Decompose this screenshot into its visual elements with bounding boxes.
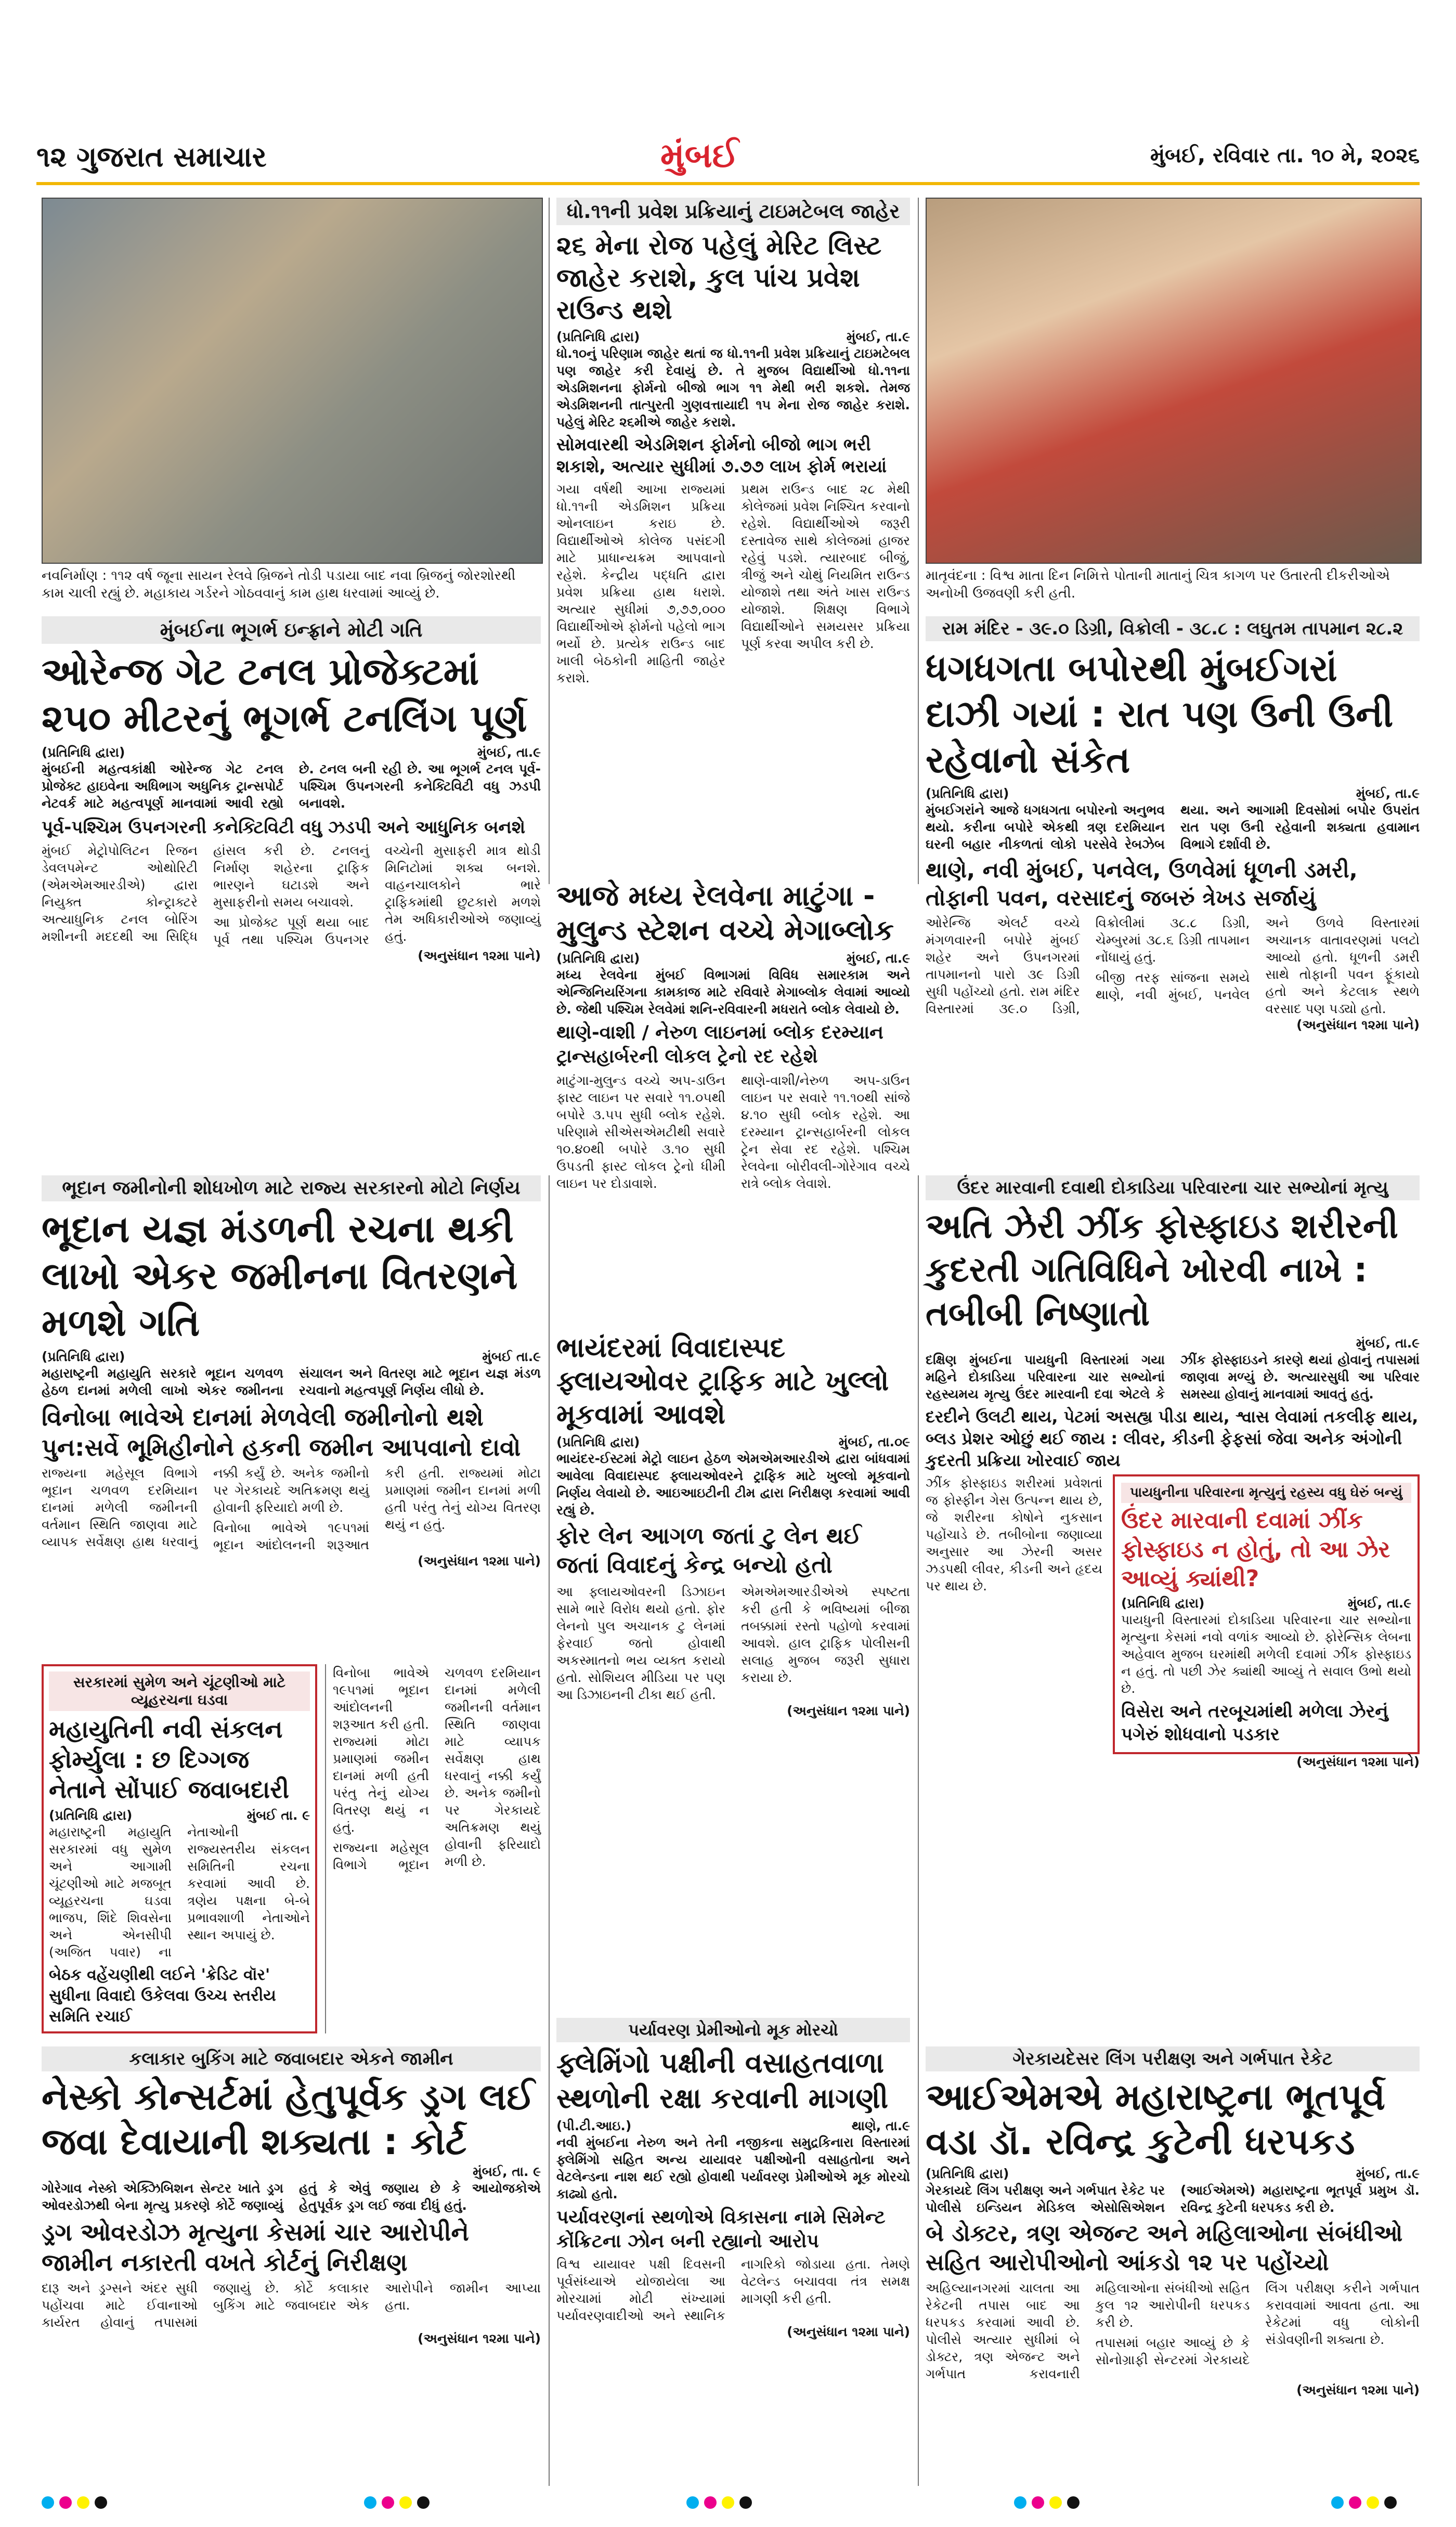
story-metro-kicker: મુંબઈના ભૂગર્ભ ઇન્ફ્રાને મોટી ગતિ	[42, 616, 541, 644]
magenta-dot	[382, 2496, 394, 2509]
yellow-dot	[1049, 2496, 1062, 2509]
story-fyjc-subhead: સોમવારથી એડમિશન ફોર્મનો બીજો ભાગ ભરી શકાશે, અત્યાર સુધીમાં ૭.૭૭ લાખ ફોર્મ ભરાયાં	[556, 434, 887, 476]
story-fyjc-byline: (પ્રતિનિધિ દ્વારા)	[556, 329, 640, 344]
story-zinc-box-sub: વિસેરા અને તરબૂચમાંથી મળેલા ઝેરનું પગેરું શોધવાનો પડકાર	[1121, 1701, 1388, 1745]
black-dot	[739, 2496, 752, 2509]
divider	[918, 198, 919, 884]
story-flamingo-kicker: પર્યાવરણ પ્રેમીઓનો મૂક મોરચો	[556, 2018, 910, 2042]
registration-marks	[686, 2496, 757, 2511]
story-zinc-box-body: પાયધુની વિસ્તારમાં દોકાડિયા પરિવારના ચાર સભ્યોના મૃત્યુના કેસમાં નવો વળાંક આવ્યો છે. ફોરેન્સિક લેબના અહેવાલ મુજબ ઘરમાંથી મળેલી દવામાં ઝીંક ફોસ્ફાઇડ ન હતું. તો પછી ઝેર ક્યાંથી આવ્યું તે સવાલ ઉભો થયો છે.	[1121, 1612, 1411, 1696]
story-doctor-continued: (અનુસંધાન ૧૨મા પાને)	[1296, 2382, 1420, 2398]
story-mega-lead: મધ્ય રેલવેના મુંબઈ વિભાગમાં વિવિધ સમારકામ અને એન્જિનિયરિંગના કામકાજ માટે રવિવારે મેગાબ્લોક લેવામાં આવ્યો છે. જેથી પશ્ચિમ રેલવેમાં શનિ-રવિવારની મધરાતે બ્લોક લેવાયો છે.	[556, 967, 910, 1017]
masthead	[36, 135, 1420, 177]
yellow-dot	[1367, 2496, 1379, 2509]
story-flamingo-subhead: પર્યાવરણનાં સ્થળોએ વિકાસના નામે સિમેન્ટ કોંક્રિટના ઝોન બની રહ્યાનો આરોપ	[556, 2207, 886, 2252]
story-doctor	[926, 2046, 1420, 2398]
story-flyover	[556, 1331, 910, 1719]
story-metro-body1: મુંબઈ મેટ્રોપોલિટન રિજન ડેવલપમેન્ટ ઓથોરિટી (એમએમઆરડીએ) દ્વારા નિયુક્ત કોન્ટ્રાક્ટરે અત્યાધુનિક ટનલ બોરિંગ મશીનની મદદથી આ સિદ્ધિ હાંસલ કરી છે. ટનલનું નિર્માણ શહેરના ટ્રાફિક ભારણને ઘટાડશે અને મુસાફરીનો સમય બચાવશે.	[42, 843, 369, 944]
story-bhoodan-body1-copy: રાજ્યના મહેસૂલ વિભાગે ભૂદાન ચળવળ દરમિયાન દાનમાં મળેલી જમીનની વર્તમાન સ્થિતિ જાણવા માટે વ્યાપક સર્વેક્ષણ હાથ ધરવાનું નક્કી કર્યું છે. અનેક જમીનો પર ગેરકાયદે અતિક્રમણ થયું હોવાની ફરિયાદો મળી છે.	[333, 1665, 541, 1872]
registration-marks	[364, 2496, 435, 2511]
story-zinc-kicker: ઉંદર મારવાની દવાથી દોકાડિયા પરિવારના ચાર સભ્યોનાં મૃત્યુ	[926, 1175, 1420, 1200]
story-bhoodan-subhead: વિનોબા ભાવેએ દાનમાં મેળવેલી જમીનોનો થશે પુન:સર્વે ભૂમિહીનોને હકની જમીન આપવાનો દાવો	[42, 1403, 521, 1461]
story-mega-byline: (પ્રતિનિધિ દ્વારા)	[556, 951, 640, 966]
story-zinc-box-dateline: મુંબઈ, તા.૯	[1347, 1596, 1411, 1611]
story-metro	[42, 616, 541, 964]
story-flyover-continued: (અનુસંધાન ૧૨મા પાને)	[787, 1703, 910, 1718]
story-heat-dateline: મુંબઈ, તા.૯	[1356, 786, 1420, 801]
story-heat-body1: ઓરેન્જિ એલર્ટ વચ્ચે મંગળવારની બપોરે મુંબઈ શહેર અને ઉપનગરમાં તાપમાનનો પારો ૩૯ ડિગ્રી સુધી પહોંચ્યો હતો. રામ મંદિર વિસ્તારમાં ૩૯.૦ ડિગ્રી, વિક્રોલીમાં ૩૮.૮ ડિગ્રી, ચેમ્બુરમાં ૩૮.૬ ડિગ્રી તાપમાન નોંધાયું હતું.	[926, 915, 1250, 1016]
story-metro-byline: (પ્રતિનિધિ દ્વારા)	[42, 745, 125, 760]
story-zinc-box-headline: ઉંદર મારવાની દવામાં ઝીંક ફોસ્ફાઇડ ન હોતું, તો આ ઝેર આવ્યું ક્યાંથી?	[1121, 1507, 1390, 1592]
story-flyover-subhead: ફોર લેન આગળ જતાં ટુ લેન થઈ જતાં વિવાદનું કેન્દ્ર બન્યો હતો	[556, 1523, 862, 1578]
story-zinc	[926, 1175, 1420, 1770]
story-zinc-lead: દક્ષિણ મુંબઈના પાયધુની વિસ્તારમાં ગયા મહિને દોકાડિયા પરિવારના ચાર સભ્યોનાં રહસ્યમય મૃત્યુ ઉંદર મારવાની દવા એટલે કે ઝીંક ફોસ્ફાઇડને કારણે થયાં હોવાનું તપાસમાં જાણવા મળ્યું છે. અત્યારસુધી આ પરિવાર સમસ્યા હોવાનું માનવામાં આવતું હતું.	[926, 1352, 1420, 1402]
story-heat-subhead: થાણે, નવી મુંબઈ, પનવેલ, ઉળવેમાં ધૂળની ડમરી, તોફાની પવન, વરસાદનું જબરું ત્રેખડ સર્જાયું	[926, 857, 1358, 911]
story-metro-headline: ઓરેન્જ ગેટ ટનલ પ્રોજેક્ટમાં ૨૫૦ મીટરનું ભૂગર્ભ ટનલિંગ પૂર્ણ	[42, 650, 527, 740]
story-nesco-body1: દારૂ અને ડ્રગ્સને અંદર સુધી પહોંચવા માટે ઈવાનાઓ કાર્યરત હોવાનું તપાસમાં જણાયું છે. કોર્ટે કલાકાર બુકિંગ માટે જવાબદાર એક આરોપીને જામીન આપ્યા હતા.	[42, 2280, 541, 2330]
story-flamingo	[556, 2018, 910, 2340]
cyan-dot	[686, 2496, 699, 2509]
story-doctor-body2: તપાસમાં બહાર આવ્યું છે કે સોનોગ્રાફી સેન્ટરમાં ગેરકાયદે લિંગ પરીક્ષણ કરીને ગર્ભપાત કરાવવામાં આવતા હતા. આ રેકેટમાં વધુ લોકોની સંડોવણીની શક્યતા છે.	[1095, 2280, 1420, 2367]
story-nesco-continued: (અનુસંધાન ૧૨મા પાને)	[418, 2331, 541, 2346]
story-metro-continued: (અનુસંધાન ૧૨મા પાને)	[418, 948, 541, 963]
story-doctor-subhead: બે ડોક્ટર, ત્રણ એજન્ટ અને મહિલાઓના સંબંધીઓ સહિત આરોપીઓનો આંકડો ૧૨ પર પહોંચ્યો	[926, 2220, 1403, 2276]
story-flyover-body1: આ ફ્લાયઓવરની ડિઝાઇન સામે ભારે વિરોધ થયો હતો. ફોર લેનનો પુલ અચાનક ટુ લેનમાં ફેરવાઈ જતો હોવાથી અકસ્માતનો ભય વ્યક્ત કરાયો હતો. સોશિયલ મીડિયા પર પણ આ ડિઝાઇનની ટીકા થઈ હતી.	[556, 1584, 725, 1702]
story-bhoodan-continued: (અનુસંધાન ૧૨મા પાને)	[418, 1553, 541, 1569]
mothers-day-photo	[926, 198, 1422, 564]
story-doctor-byline: (પ્રતિનિધિ દ્વારા)	[926, 2166, 1009, 2181]
story-heat-headline: ધગધગતા બપોરથી મુંબઈગરાં દાઝી ગયાં : રાત પણ ઉની ઉની રહેવાનો સંકેત	[926, 647, 1394, 781]
story-heat-body2: બીજી તરફ સાંજના સમયે થાણે, નવી મુંબઈ, પનવેલ અને ઉળવે વિસ્તારમાં અચાનક વાતાવરણમાં પલટો આવ્યો હતો. ધૂળની ડમરી સાથે તોફાની પવન ફૂંકાયો હતો અને કેટલાક સ્થળે વરસાદ પણ પડ્યો હતો.	[1095, 915, 1420, 1016]
story-flyover-kicker: ભાયંદરમાં વિવાદાસ્પદ ફ્લાયઓવર ટ્રાફિક માટે ખુલ્લો મૂકવામાં આવશે	[556, 1332, 889, 1430]
story-nesco-headline: નેસ્કો કોન્સર્ટમાં હેતુપૂર્વક ડ્રગ લઈ જવા દેવાયાની શક્યતા : કોર્ટ	[42, 2076, 535, 2163]
story-fyjc	[556, 198, 910, 686]
story-bhoodan-kicker: ભૂદાન જમીનોની શોધખોળ માટે રાજ્ય સરકારનો મોટો નિર્ણય	[42, 1175, 541, 1201]
story-metro-lead: મુંબઈની મહત્વકાંક્ષી ઓરેન્જ ગેટ ટનલ પ્રોજેક્ટ હાઇવેના અધિભાગ અધુનિક ટ્રાન્સપોર્ટ નેટવર્ક માટે મહત્વપૂર્ણ માનવામાં આવી રહ્યો છે. ટનલ બની રહી છે. આ ભૂગર્ભ ટનલ પૂર્વ-પશ્ચિમ ઉપનગરની કનેક્ટિવિટી વધુ ઝડપી બનાવશે.	[42, 761, 541, 811]
story-fyjc-kicker: ધો.૧૧ની પ્રવેશ પ્રક્રિયાનું ટાઇમટેબલ જાહેર	[556, 198, 910, 225]
story-zinc-box	[1113, 1474, 1420, 1754]
story-nesco	[42, 2046, 541, 2347]
registration-marks	[1331, 2496, 1402, 2511]
story-bhoodan-body2-copy: વિનોબા ભાવેએ ૧૯૫૧માં ભૂદાન આંદોલનની શરૂઆત કરી હતી. રાજ્યમાં મોટા પ્રમાણમાં જમીન દાનમાં મળી હતી પરંતુ તેનું યોગ્ય વિતરણ થયું ન હતું.	[333, 1665, 429, 1835]
story-bhoodan	[42, 1175, 541, 1569]
story-mahayuti-byline: (પ્રતિનિધિ દ્વારા)	[49, 1808, 133, 1823]
story-mega-headline: આજે મધ્ય રેલવેના માટુંગા - મુલુન્ડ સ્ટેશન વચ્ચે મેગાબ્લોક	[556, 879, 894, 947]
story-heat	[926, 616, 1420, 1033]
magenta-dot	[704, 2496, 717, 2509]
story-mega-body1: માટુંગા-મુલુન્ડ વચ્ચે અપ-ડાઉન ફાસ્ટ લાઇન પર સવારે ૧૧.૦૫થી બપોરે ૩.૫૫ સુધી બ્લોક રહેશે. પરિણામે સીએસએમટીથી સવારે ૧૦.૪૦થી બપોરે ૩.૧૦ સુધી ઉપડતી ફાસ્ટ લોકલ ટ્રેનો ધીમી લાઇન પર દોડાવાશે.	[556, 1073, 725, 1191]
story-metro-dateline: મુંબઈ, તા.૯	[477, 745, 541, 760]
story-mahayuti-subhead: બેઠક વહેંચણીથી લઈને 'ક્રેડિટ વૉર' સુધીના વિવાદો ઉકેલવા ઉચ્ચ સ્તરીય સમિતિ રચાઈ	[49, 1966, 276, 2026]
story-mahayuti-dateline: મુંબઈ તા. ૯	[246, 1808, 310, 1823]
story-flyover-lead: ભાયંદર-ઈસ્ટમાં મેટ્રો લાઇન હેઠળ એમએમઆરડીએ દ્વારા બાંધવામાં આવેલા વિવાદાસ્પદ ફ્લાયઓવરને ટ્રાફિક માટે ખુલ્લો મૂકવાનો નિર્ણય લેવાયો છે. આઇઆઇટીની ટીમ દ્વારા નિરીક્ષણ કરવામાં આવી રહ્યું છે.	[556, 1451, 910, 1518]
yellow-dot	[399, 2496, 412, 2509]
story-flamingo-body1: વિશ્વ યાયાવર પક્ષી દિવસની પૂર્વસંધ્યાએ યોજાયેલા આ મોરચામાં મોટી સંખ્યામાં પર્યાવરણવાદીઓ અને સ્થાનિક નાગરિકો જોડાયા હતા. તેમણે વેટલેન્ડ બચાવવા તંત્ર સમક્ષ માગણી કરી હતી.	[556, 2257, 910, 2323]
story-doctor-body1: અહિલ્યાનગરમાં ચાલતા આ રેકેટની તપાસ બાદ આ ધરપકડ કરવામાં આવી છે. પોલીસે અત્યાર સુધીમાં બે ડોક્ટર, ત્રણ એજન્ટ અને ગર્ભપાત કરાવનારી મહિલાઓના સંબંધીઓ સહિત કુલ ૧૨ આરોપીની ધરપકડ કરી છે.	[926, 2280, 1250, 2381]
story-zinc-headline: અતિ ઝેરી ઝીંક ફોસ્ફાઇડ શરીરની કુદરતી ગતિવિધિને ખોરવી નાખે : તબીબી નિષ્ણાતો	[926, 1206, 1398, 1333]
divider	[549, 198, 550, 884]
cyan-dot	[364, 2496, 376, 2509]
yellow-dot	[77, 2496, 89, 2509]
story-flyover-byline: (પ્રતિનિધિ દ્વારા)	[556, 1434, 640, 1449]
story-mahayuti-box	[42, 1664, 317, 2033]
divider	[918, 1175, 919, 2486]
black-dot	[1384, 2496, 1397, 2509]
story-nesco-kicker: કલાકાર બુકિંગ માટે જવાબદાર એકને જામીન	[42, 2046, 541, 2071]
story-mahayuti-kicker: સરકારમાં સુમેળ અને ચૂંટણીઓ માટે વ્યૂહરચના ઘડવા	[49, 1671, 310, 1711]
story-heat-byline: (પ્રતિનિધિ દ્વારા)	[926, 786, 1009, 801]
story-flyover-dateline: મુંબઈ, તા.૦૯	[838, 1434, 910, 1449]
story-zinc-continued: (અનુસંધાન ૧૨મા પાને)	[1296, 1754, 1420, 1769]
issue-date: મુંબઈ, રવિવાર તા. ૧૦ મે, ૨૦૨૬	[1150, 144, 1420, 167]
black-dot	[417, 2496, 430, 2509]
story-heat-kicker: રામ મંદિર - ૩૯.૦ ડિગ્રી, વિક્રોલી - ૩૮.૮ : લઘુતમ તાપમાન ૨૮.૨	[926, 616, 1420, 641]
story-flamingo-headline: ફ્લેમિંગો પક્ષીની વસાહતવાળા સ્થળોની રક્ષા કરવાની માગણી	[556, 2046, 889, 2115]
story-flamingo-lead: નવી મુંબઈના નેરુળ અને તેની નજીકના સમુદ્રકિનારા વિસ્તારમાં ફ્લેમિંગો સહિત અન્ય યાયાવર પક્ષીઓની વસાહતોના અને વેટલેન્ડના નાશ થઈ રહ્યો હોવાથી પર્યાવરણ પ્રેમીઓએ મૂક મોરચો કાઢ્યો હતો.	[556, 2135, 910, 2201]
story-zinc-body1: ઝીંક ફોસ્ફાઇડ શરીરમાં પ્રવેશતાં જ ફોસ્ફીન ગેસ ઉત્પન્ન થાય છે, જે શરીરના કોષોને નુકસાન પહોંચાડે છે. તબીબોના જણાવ્યા અનુસાર આ ઝેરની અસર ઝડપથી લીવર, કીડની અને હૃદય પર થાય છે.	[926, 1475, 1102, 1593]
black-dot	[95, 2496, 107, 2509]
registration-marks	[42, 2496, 112, 2511]
story-flamingo-byline: (પી.ટી.આઇ.)	[556, 2118, 632, 2133]
story-heat-lead: મુંબઈગરાંને આજે ધગધગતા બપોરનો અનુભવ થયો. કરીના બપોરે એકથી ત્રણ દરમિયાન ઘરની બહાર નીકળતાં લોકો પરસેવે રેબઝેબ થયા. અને આગામી દિવસોમાં બપોર ઉપરાંત રાત પણ ઉની રહેવાની શક્યતા હવામાન વિભાગે દર્શાવી છે.	[926, 802, 1420, 852]
story-mega-subhead: થાણે-વાશી / નેરુળ લાઇનમાં બ્લોક દરમ્યાન ટ્રાન્સહાર્બરની લોકલ ટ્રેનો રદ રહેશે	[556, 1022, 883, 1067]
black-dot	[1067, 2496, 1080, 2509]
story-doctor-kicker: ગેરકાયદેસર લિંગ પરીક્ષણ અને ગર્ભપાત રેકેટ	[926, 2046, 1420, 2071]
divider	[325, 1664, 326, 2033]
masthead-rule	[36, 182, 1420, 185]
story-zinc-dateline: મુંબઈ, તા.૯	[1356, 1336, 1420, 1351]
mothers-day-photo-caption: માતૃવંદના : વિશ્વ માતા દિન નિમિત્તે પોતાની માતાનું ચિત્ર કાગળ પર ઉતારતી દીકરીઓએ અનોખી ઉજવણી કરી હતી.	[926, 568, 1390, 601]
story-zinc-box-kicker: પાયધુનીના પરિવારના મૃત્યુનું રહસ્ય વધુ ઘેરું બન્યું	[1121, 1483, 1411, 1503]
story-bhoodan-dateline: મુંબઈ તા.૯	[482, 1349, 541, 1364]
story-metro-subhead: પૂર્વ-પશ્ચિમ ઉપનગરની કનેક્ટિવિટી વધુ ઝડપી અને આધુનિક બનશે	[42, 817, 526, 838]
story-megablock	[556, 879, 910, 1195]
story-flamingo-continued: (અનુસંધાન ૧૨મા પાને)	[787, 2324, 910, 2339]
magenta-dot	[59, 2496, 72, 2509]
story-metro-body2: આ પ્રોજેક્ટ પૂર્ણ થયા બાદ પૂર્વ તથા પશ્ચિમ ઉપનગર વચ્ચેની મુસાફરી માત્ર થોડી મિનિટોમાં શક્ય બનશે. વાહનચાલકોને ભારે ટ્રાફિકમાંથી છુટકારો મળશે તેમ અધિકારીઓએ જણાવ્યું હતું.	[213, 843, 541, 947]
story-fyjc-body1: ગયા વર્ષથી આખા રાજ્યમાં ધો.૧૧ની એડમિશન પ્રક્રિયા ઓનલાઇન કરાઇ છે. વિદ્યાર્થીઓએ કોલેજ પસંદગી માટે પ્રાધાન્યક્રમ આપવાનો રહેશે. કેન્દ્રીય પદ્ધતિ દ્વારા પ્રવેશ પ્રક્રિયા હાથ ધરાશે. અત્યાર સુધીમાં ૭,૭૭,૦૦૦ વિદ્યાર્થીઓએ ફોર્મનો પહેલો ભાગ ભર્યો છે. પ્રત્યેક રાઉન્ડ બાદ ખાલી બેઠકોની માહિતી જાહેર કરાશે.	[556, 482, 725, 685]
bridge-photo	[42, 198, 543, 564]
story-nesco-subhead: ડ્રગ ઓવરડોઝ મૃત્યુના કેસમાં ચાર આરોપીને જામીન નકારતી વખતે કોર્ટનું નિરીક્ષણ	[42, 2218, 469, 2276]
section-title: મુંબઈ	[660, 135, 739, 175]
story-mahayuti-headline: મહાયુતિની નવી સંકલન ફોર્મ્યુલા : છ દિગ્ગજ નેતાને સોંપાઈ જવાબદારી	[49, 1715, 290, 1804]
story-fyjc-dateline: મુંબઈ, તા.૯	[846, 329, 910, 344]
bridge-photo-caption: નવનિર્માણ : ૧૧૨ વર્ષ જૂના સાયન રેલવે બ્રિજને તોડી પડાયા બાદ નવા બ્રિજનું જોરશોરથી કામ ચાલી રહ્યું છે. મહાકાય ગર્ડરને ગોઠવવાનું કામ હાથ ધરવામાં આવ્યું છે.	[42, 568, 516, 601]
story-doctor-dateline: મુંબઈ, તા.૯	[1356, 2166, 1420, 2181]
story-fyjc-lead: ધો.૧૦નું પરિણામ જાહેર થતાં જ ધો.૧૧ની પ્રવેશ પ્રક્રિયાનું ટાઇમટેબલ પણ જાહેર કરી દેવાયું છે. તે મુજબ વિદ્યાર્થીઓ ધો.૧૧ના એડમિશનના ફોર્મનો બીજો ભાગ ૧૧ મેથી ભરી શકશે. તેમજ એડમિશનની તાત્પુરતી ગુણવત્તાયાદી ૧૫ મેના રોજ જાહેર કરાશે. પહેલું મેરિટ ૨૬મીએ જાહેર કરાશે.	[556, 346, 910, 430]
story-bhoodan-body2: વિનોબા ભાવેએ ૧૯૫૧માં ભૂદાન આંદોલનની શરૂઆત કરી હતી. રાજ્યમાં મોટા પ્રમાણમાં જમીન દાનમાં મળી હતી પરંતુ તેનું યોગ્ય વિતરણ થયું ન હતું.	[213, 1466, 541, 1552]
story-flamingo-dateline: થાણે, તા.૯	[851, 2118, 910, 2133]
paper-name: ૧૨ ગુજરાત સમાચાર	[36, 140, 267, 173]
story-zinc-box-byline: (પ્રતિનિધિ દ્વારા)	[1121, 1596, 1205, 1611]
story-mahayuti-body1: મહારાષ્ટ્રની મહાયુતિ સરકારમાં વધુ સુમેળ અને આગામી ચૂંટણીઓ માટે મજબૂત વ્યૂહરચના ઘડવા ભાજપ, શિંદે શિવસેના અને એનસીપી (અજિત પવાર) ના નેતાઓની રાજ્યસ્તરીય સંકલન સમિતિની રચના કરવામાં આવી છે. ત્રણેય પક્ષના બે-બે પ્રભાવશાળી નેતાઓને સ્થાન અપાયું છે.	[49, 1824, 310, 1960]
magenta-dot	[1032, 2496, 1044, 2509]
story-mega-body2: થાણે-વાશી/નેરુળ અપ-ડાઉન લાઇન પર સવારે ૧૧.૧૦થી સાંજે ૪.૧૦ સુધી બ્લોક રહેશે. આ દરમ્યાન ટ્રાન્સહાર્બરની લોકલ ટ્રેન સેવા રદ રહેશે. પશ્ચિમ રેલવેના બોરીવલી-ગોરેગાવ વચ્ચે રાત્રે બ્લોક લેવાશે.	[741, 1073, 910, 1191]
story-doctor-lead: ગેરકાયદે લિંગ પરીક્ષણ અને ગર્ભપાત રેકેટ પર પોલીસે ઇન્ડિયન મેડિકલ એસોસિએશન (આઈએમએ) મહારાષ્ટ્રના ભૂતપૂર્વ પ્રમુખ ડૉ. રવિન્દ્ર કુટેની ધરપકડ કરી છે.	[926, 2183, 1420, 2215]
yellow-dot	[722, 2496, 734, 2509]
divider	[549, 1175, 550, 2486]
magenta-dot	[1349, 2496, 1361, 2509]
story-doctor-headline: આઈએમએ મહારાષ્ટ્રના ભૂતપૂર્વ વડા ડૉ. રવિન્દ્ર કુટેની ધરપકડ	[926, 2076, 1385, 2163]
story-mega-dateline: મુંબઈ, તા.૯	[846, 951, 910, 966]
story-heat-continued: (અનુસંધાન ૧૨મા પાને)	[1296, 1017, 1420, 1032]
cyan-dot	[42, 2496, 54, 2509]
story-bhoodan-lead: મહારાષ્ટ્રની મહાયુતિ સરકારે ભૂદાન ચળવળ હેઠળ દાનમાં મળેલી લાખો એકર જમીનના સંચાલન અને વિતરણ માટે ભૂદાન યજ્ઞ મંડળ રચવાનો મહત્વપૂર્ણ નિર્ણય લીધો છે.	[42, 1366, 541, 1398]
cyan-dot	[1331, 2496, 1344, 2509]
registration-marks	[1014, 2496, 1085, 2511]
story-fyjc-headline: ૨૬ મેના રોજ પહેલું મેરિટ લિસ્ટ જાહેર કરાશે, કુલ પાંચ પ્રવેશ રાઉન્ડ થશે	[556, 230, 882, 325]
story-bhoodan-byline: (પ્રતિનિધિ દ્વારા)	[42, 1349, 125, 1364]
story-nesco-dateline: મુંબઈ, તા. ૯	[473, 2164, 541, 2179]
story-zinc-subhead: દરદીને ઉલટી થાય, પેટમાં અસહ્ય પીડા થાય, શ્વાસ લેવામાં તકલીફ થાય, બ્લડ પ્રેશર ઓછું થઈ જાય : લીવર, કીડની ફેફસાં જેવા અનેક અંગોની કુદરતી પ્રક્રિયા ખોરવાઈ જાય	[926, 1407, 1419, 1470]
story-bhoodan-body1: રાજ્યના મહેસૂલ વિભાગે ભૂદાન ચળવળ દરમિયાન દાનમાં મળેલી જમીનની વર્તમાન સ્થિતિ જાણવા માટે વ્યાપક સર્વેક્ષણ હાથ ધરવાનું નક્કી કર્યું છે. અનેક જમીનો પર ગેરકાયદે અતિક્રમણ થયું હોવાની ફરિયાદો મળી છે.	[42, 1466, 369, 1549]
story-bhoodan-continued-body	[333, 1664, 541, 1873]
story-flyover-body2: એમએમઆરડીએએ સ્પષ્ટતા કરી હતી કે ભવિષ્યમાં બીજા તબક્કામાં રસ્તો પહોળો કરવામાં આવશે. હાલ ટ્રાફિક પોલીસની સલાહ મુજબ જરૂરી સુધારા કરાયા છે.	[741, 1584, 910, 1685]
cyan-dot	[1014, 2496, 1026, 2509]
story-nesco-lead: ગોરેગાવ નેસ્કો એક્ઝિબિશન સેન્ટર ખાતે ડ્રગ ઓવરડોઝથી બેના મૃત્યુ પ્રકરણે કોર્ટે જણાવ્યું હતું કે એવું જણાય છે કે આયોજકોએ હેતુપૂર્વક ડ્રગ લઈ જવા દીધું હતું.	[42, 2181, 541, 2213]
story-bhoodan-headline: ભૂદાન યજ્ઞ મંડળની રચના થકી લાખો એકર જમીનના વિતરણને મળશે ગતિ	[42, 1207, 518, 1344]
story-fyjc-body2: પ્રથમ રાઉન્ડ બાદ ૨૮ મેથી કોલેજમાં પ્રવેશ નિશ્ચિત કરવાનો રહેશે. વિદ્યાર્થીઓએ જરૂરી દસ્તાવેજ સાથે કોલેજમાં હાજર રહેવું પડશે. ત્યારબાદ બીજું, ત્રીજું અને ચોથું નિયમિત રાઉન્ડ યોજાશે તથા અંતે ખાસ રાઉન્ડ યોજાશે. શિક્ષણ વિભાગે વિદ્યાર્થીઓને સમયસર પ્રક્રિયા પૂર્ણ કરવા અપીલ કરી છે.	[741, 482, 910, 651]
